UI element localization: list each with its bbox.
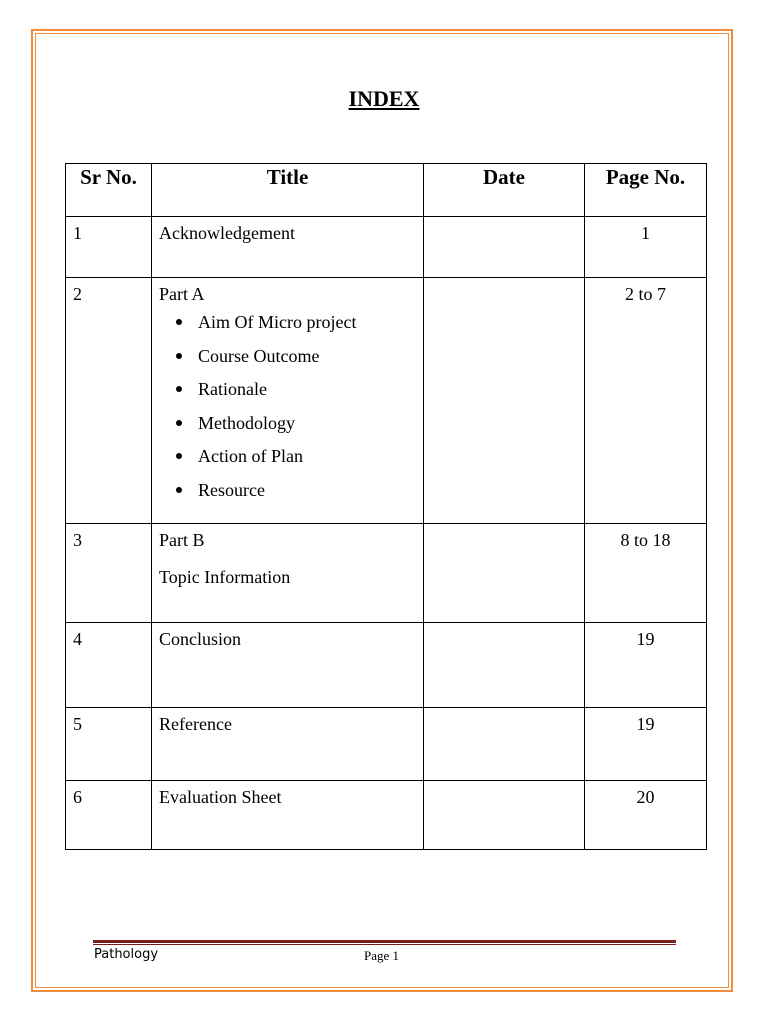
footer-rule-thick <box>93 940 676 943</box>
row-sr: 5 <box>73 714 82 734</box>
row-page: 1 <box>641 223 650 243</box>
row-date <box>424 278 585 524</box>
row-title: Part A <box>159 284 205 304</box>
row-page: 20 <box>636 787 655 807</box>
row-subtitle: Topic Information <box>159 567 291 587</box>
row-date <box>424 217 585 278</box>
header-sr-no: Sr No. <box>66 164 152 217</box>
row-page: 19 <box>636 714 655 734</box>
table-header-row <box>66 164 707 217</box>
row-title: Acknowledgement <box>159 223 295 243</box>
row-title: Reference <box>159 714 232 734</box>
row-date <box>424 623 585 708</box>
list-item: Action of Plan <box>170 444 423 468</box>
row-page: 8 to 18 <box>620 530 671 550</box>
bullet-icon <box>176 353 182 359</box>
table-row <box>66 781 707 850</box>
row-sr: 4 <box>73 629 82 649</box>
row-date <box>424 708 585 781</box>
row-sr: 2 <box>73 284 82 304</box>
footer-rule-thin <box>93 944 676 945</box>
page-title: INDEX <box>348 86 420 111</box>
header-title: Title <box>152 164 424 217</box>
row-sr: 6 <box>73 787 82 807</box>
header-page-no: Page No. <box>585 164 707 217</box>
table-row <box>66 623 707 708</box>
table-row <box>66 278 707 524</box>
bullet-icon <box>176 319 182 325</box>
list-item: Rationale <box>170 377 423 401</box>
row-title: Part B <box>159 530 205 550</box>
table-row <box>66 708 707 781</box>
row-page: 2 to 7 <box>624 284 666 304</box>
table-row <box>66 217 707 278</box>
table-row <box>66 524 707 623</box>
bullet-icon <box>176 487 182 493</box>
row-title: Evaluation Sheet <box>159 787 282 807</box>
index-table <box>65 163 707 850</box>
list-item: Course Outcome <box>170 344 423 368</box>
list-item: Resource <box>170 478 423 502</box>
row-date <box>424 524 585 623</box>
header-date: Date <box>424 164 585 217</box>
list-item: Methodology <box>170 411 423 435</box>
row-sr: 1 <box>73 223 82 243</box>
bullet-list <box>152 310 423 502</box>
bullet-icon <box>176 453 182 459</box>
bullet-icon <box>176 386 182 392</box>
row-page: 19 <box>636 629 655 649</box>
row-date <box>424 781 585 850</box>
row-sr: 3 <box>73 530 82 550</box>
list-item: Aim Of Micro project <box>170 310 423 334</box>
footer-subject: Pathology <box>94 947 159 962</box>
bullet-icon <box>176 420 182 426</box>
row-title: Conclusion <box>159 629 242 649</box>
footer-page-number: Page 1 <box>364 948 400 963</box>
